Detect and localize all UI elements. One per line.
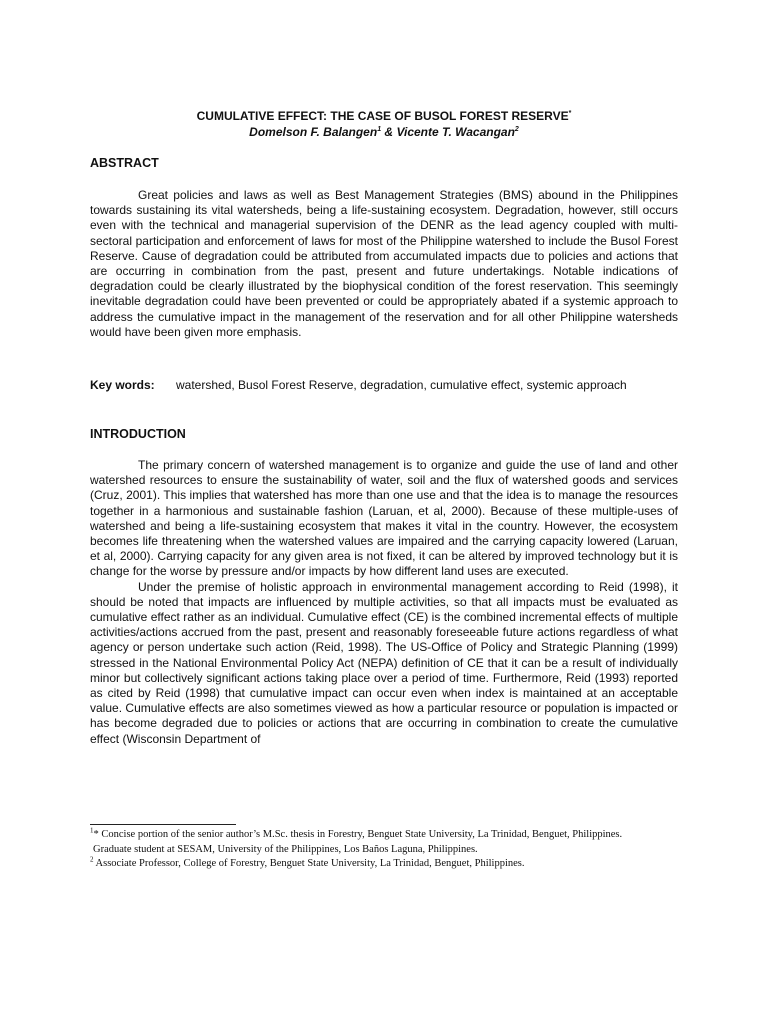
author-separator: & xyxy=(381,125,397,139)
footnote-1b xyxy=(90,843,680,857)
introduction-body xyxy=(90,458,678,747)
footnote-1-text: * Concise portion of the senior author’s M.Sc. thesis in Forestry, Benguet State University, La Trinidad, Benguet, Philippines. xyxy=(93,829,623,840)
keywords xyxy=(90,378,678,393)
footnote-2 xyxy=(90,857,680,871)
author-1-mark: 1 xyxy=(377,126,382,133)
footnote-2-text: Associate Professor, College of Forestry, Benguet State University, La Trinidad, Benguet, Philippines. xyxy=(95,858,525,869)
intro-paragraph-2: Under the premise of holistic approach in environmental management according to Reid (1998), it should be noted that impacts are influenced by multiple activities, so that all impacts must be evaluated as cumulative effect rather as an individual. Cumulative effect (CE) is the combined incremental effects of multiple activities/actions accrued from the past, present and reasonably foreseeable future actions regardless of what agency or person undertake such action (Reid, 1998). The US-Office of Policy and Strategic Planning (1999) stressed in the National Environmental Policy Act (NEPA) definition of CE that it can be a result of individually minor but collectively significant actions taking place over a period of time. Furthermore, Reid (1993) reported as cited by Reid (1998) that cumulative impact can occur even when index is maintained at an acceptable value. Cumulative effects are also sometimes viewed as how a particular resource or population is impacted or has become degraded due to policies or actions that are occurring in combination to create the cumulative effect (Wisconsin Department of xyxy=(90,579,678,746)
introduction-heading: INTRODUCTION xyxy=(90,427,186,441)
footnotes xyxy=(90,828,680,872)
abstract-body xyxy=(90,188,678,340)
author-line xyxy=(90,124,678,140)
footnote-2-mark: 2 xyxy=(90,855,94,864)
abstract-heading: ABSTRACT xyxy=(90,156,159,170)
intro-paragraph-1: The primary concern of watershed management is to organize and guide the use of land and other watershed resources to ensure the sustainability of water, soil and the flux of watershed goods and services (Cruz, 2001). This implies that watershed has more than one use and that the idea is to manage the resources together in a harmonious and sustainable fashion (Laruan, et al, 2000). Because of these multiple-uses of watershed and being a life-sustaining ecosystem that makes it vital in the country. However, the ecosystem becomes life threatening when the watershed values are impaired and the carrying capacity lowered (Laruan, et al, 2000). Carrying capacity for any given area is not fixed, it can be altered by improved technology but it is change for the worse by pressure and/or impacts by how different land uses are executed. xyxy=(90,458,678,579)
paper-title xyxy=(90,108,678,124)
author-2: Vicente T. Wacangan xyxy=(396,125,515,139)
title-text: CUMULATIVE EFFECT: THE CASE OF BUSOL FOREST RESERVE xyxy=(196,109,569,123)
keywords-text: watershed, Busol Forest Reserve, degradation, cumulative effect, systemic approach xyxy=(176,378,627,392)
footnote-1 xyxy=(90,828,680,842)
footnote-1-mark: 1 xyxy=(90,826,94,835)
keywords-label: Key words: xyxy=(90,378,155,392)
footnote-1b-text: Graduate student at SESAM, University of the Philippines, Los Baños Laguna, Philippines. xyxy=(93,843,478,855)
author-2-mark: 2 xyxy=(514,126,519,133)
footnote-divider xyxy=(90,824,236,825)
abstract-paragraph: Great policies and laws as well as Best Management Strategies (BMS) abound in the Philippines towards sustaining its vital watersheds, being a life-sustaining ecosystem. Degradation, however, still occurs even with the technical and managerial supervision of the DENR as the lead agency coupled with multi-sectoral participation and enforcement of laws for most of the Philippine watershed to include the Busol Forest Reserve. Cause of degradation could be attributed from accumulated impacts due to policies and actions that are occurring in combination from the past, present and future undertakings. Notable indications of degradation could be clearly illustrated by the biophysical condition of the forest reservation. This seemingly inevitable degradation could have been prevented or could be appropriately abated if a systemic approach to address the cumulative impact in the management of the reservation and for all other Philippine watersheds would have been given more emphasis. xyxy=(90,188,678,339)
author-1: Domelson F. Balangen xyxy=(249,125,378,139)
title-footnote-mark: * xyxy=(568,110,572,117)
